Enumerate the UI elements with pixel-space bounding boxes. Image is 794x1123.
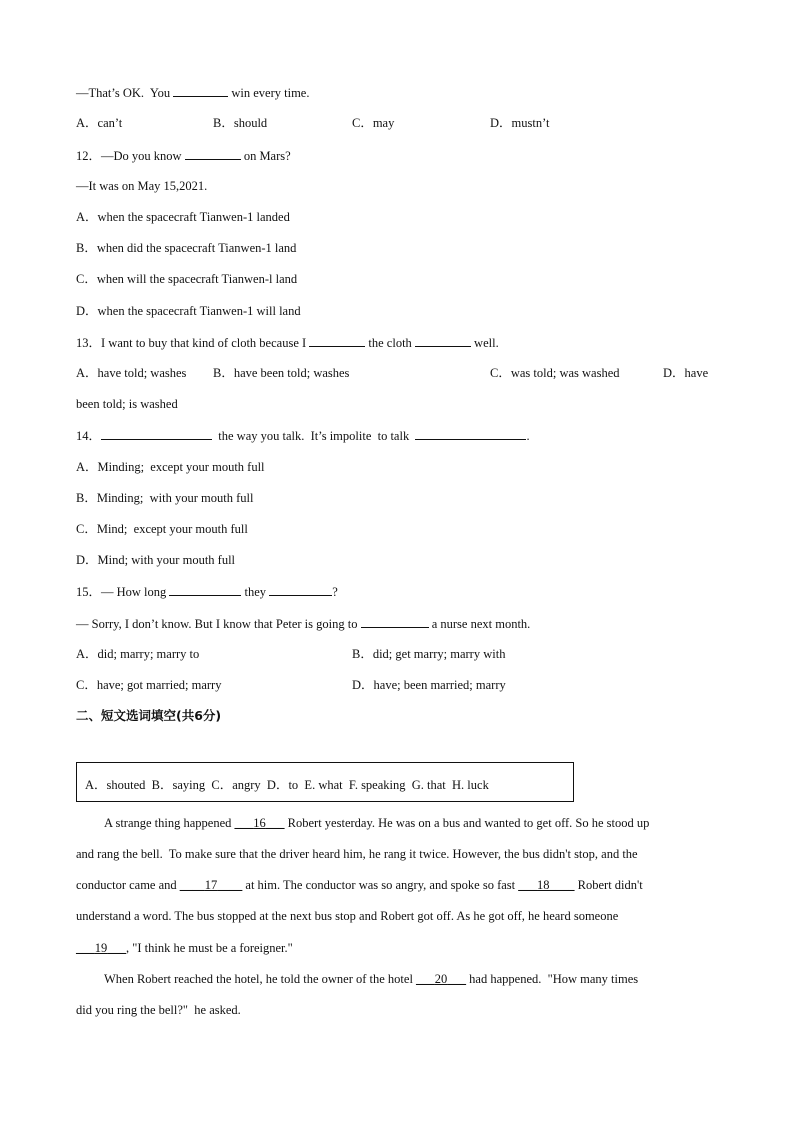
- q13-option-b: B．have been told; washes: [213, 366, 350, 380]
- q15-option-b: B．did; get marry; marry with: [352, 647, 506, 661]
- q13-option-d: D．have: [663, 366, 709, 380]
- q12-stem: 12．—Do you know on Mars?: [76, 149, 291, 163]
- answer-blank: [361, 615, 429, 628]
- q12-reply: —It was on May 15,2021.: [76, 179, 208, 193]
- answer-blank: [185, 147, 241, 160]
- q15-reply: — Sorry, I don’t know. But I know that Peter is going to a nurse next month.: [76, 617, 531, 631]
- q15-stem: 15．— How long they ?: [76, 585, 338, 599]
- section-2-title: 二、短文选词填空(共6分): [76, 708, 222, 723]
- q14-option-d: D．Mind; with your mouth full: [76, 553, 236, 567]
- answer-blank: [169, 583, 241, 596]
- q15-option-d: D．have; been married; marry: [352, 678, 506, 692]
- answer-blank: [309, 334, 365, 347]
- passage-line-3: conductor came and ____17____ at him. The conductor was so angry, and spoke so fast ___18____ Robert didn't: [76, 878, 643, 892]
- answer-blank: [415, 334, 471, 347]
- q15-option-a: A．did; marry; marry to: [76, 647, 200, 661]
- q13-option-d-wrap: been told; is washed: [76, 397, 178, 411]
- q14-option-b: B．Minding; with your mouth full: [76, 491, 254, 505]
- q11-reply: —That’s OK. You win every time.: [76, 86, 310, 100]
- passage-line-2: and rang the bell. To make sure that the driver heard him, he rang it twice. However, the bus didn't stop, and the: [76, 847, 638, 861]
- answer-blank: [269, 583, 332, 596]
- q14-option-a: A．Minding; except your mouth full: [76, 460, 265, 474]
- passage-line-6: When Robert reached the hotel, he told the owner of the hotel ___20___ had happened. "How many times: [104, 972, 639, 986]
- q14-option-c: C．Mind; except your mouth full: [76, 522, 248, 536]
- passage-line-1: A strange thing happened ___16___ Robert yesterday. He was on a bus and wanted to get off. So he stood up: [104, 816, 650, 830]
- blank-16: ___16___: [234, 816, 285, 830]
- answer-blank: [415, 427, 526, 440]
- q12-option-b: B．when did the spacecraft Tianwen-1 land: [76, 241, 297, 255]
- blank-19: ___19___: [76, 941, 126, 955]
- q13-option-a: A．have told; washes: [76, 366, 187, 380]
- q11-option-b: B．should: [213, 116, 268, 130]
- answer-blank: [173, 84, 228, 97]
- q11-option-a: A．can’t: [76, 116, 123, 130]
- q12-option-a: A．when the spacecraft Tianwen-1 landed: [76, 210, 290, 224]
- word-bank-box: [76, 762, 574, 802]
- word-bank: A．shouted B．saying C．angry D．to E. what F. speaking G. that H. luck: [85, 778, 489, 792]
- blank-18: ___18____: [518, 878, 575, 892]
- passage-line-7: did you ring the bell?" he asked.: [76, 1003, 241, 1017]
- q13-option-c: C．was told; was washed: [490, 366, 620, 380]
- answer-blank: [101, 427, 212, 440]
- q13-stem: 13．I want to buy that kind of cloth because I the cloth well.: [76, 336, 499, 350]
- q11-option-d: D．mustn’t: [490, 116, 550, 130]
- blank-17: ____17____: [179, 878, 243, 892]
- blank-20: ___20___: [416, 972, 467, 986]
- passage-line-4: understand a word. The bus stopped at the next bus stop and Robert got off. As he got off, he heard someone: [76, 909, 619, 923]
- q14-stem: 14． the way you talk. It’s impolite to talk .: [76, 429, 530, 443]
- q15-option-c: C．have; got married; marry: [76, 678, 222, 692]
- passage-line-5: ___19___, "I think he must be a foreigner.": [76, 941, 293, 955]
- q12-option-c: C．when will the spacecraft Tianwen-l land: [76, 272, 298, 286]
- q12-option-d: D．when the spacecraft Tianwen-1 will land: [76, 304, 301, 318]
- q11-option-c: C．may: [352, 116, 395, 130]
